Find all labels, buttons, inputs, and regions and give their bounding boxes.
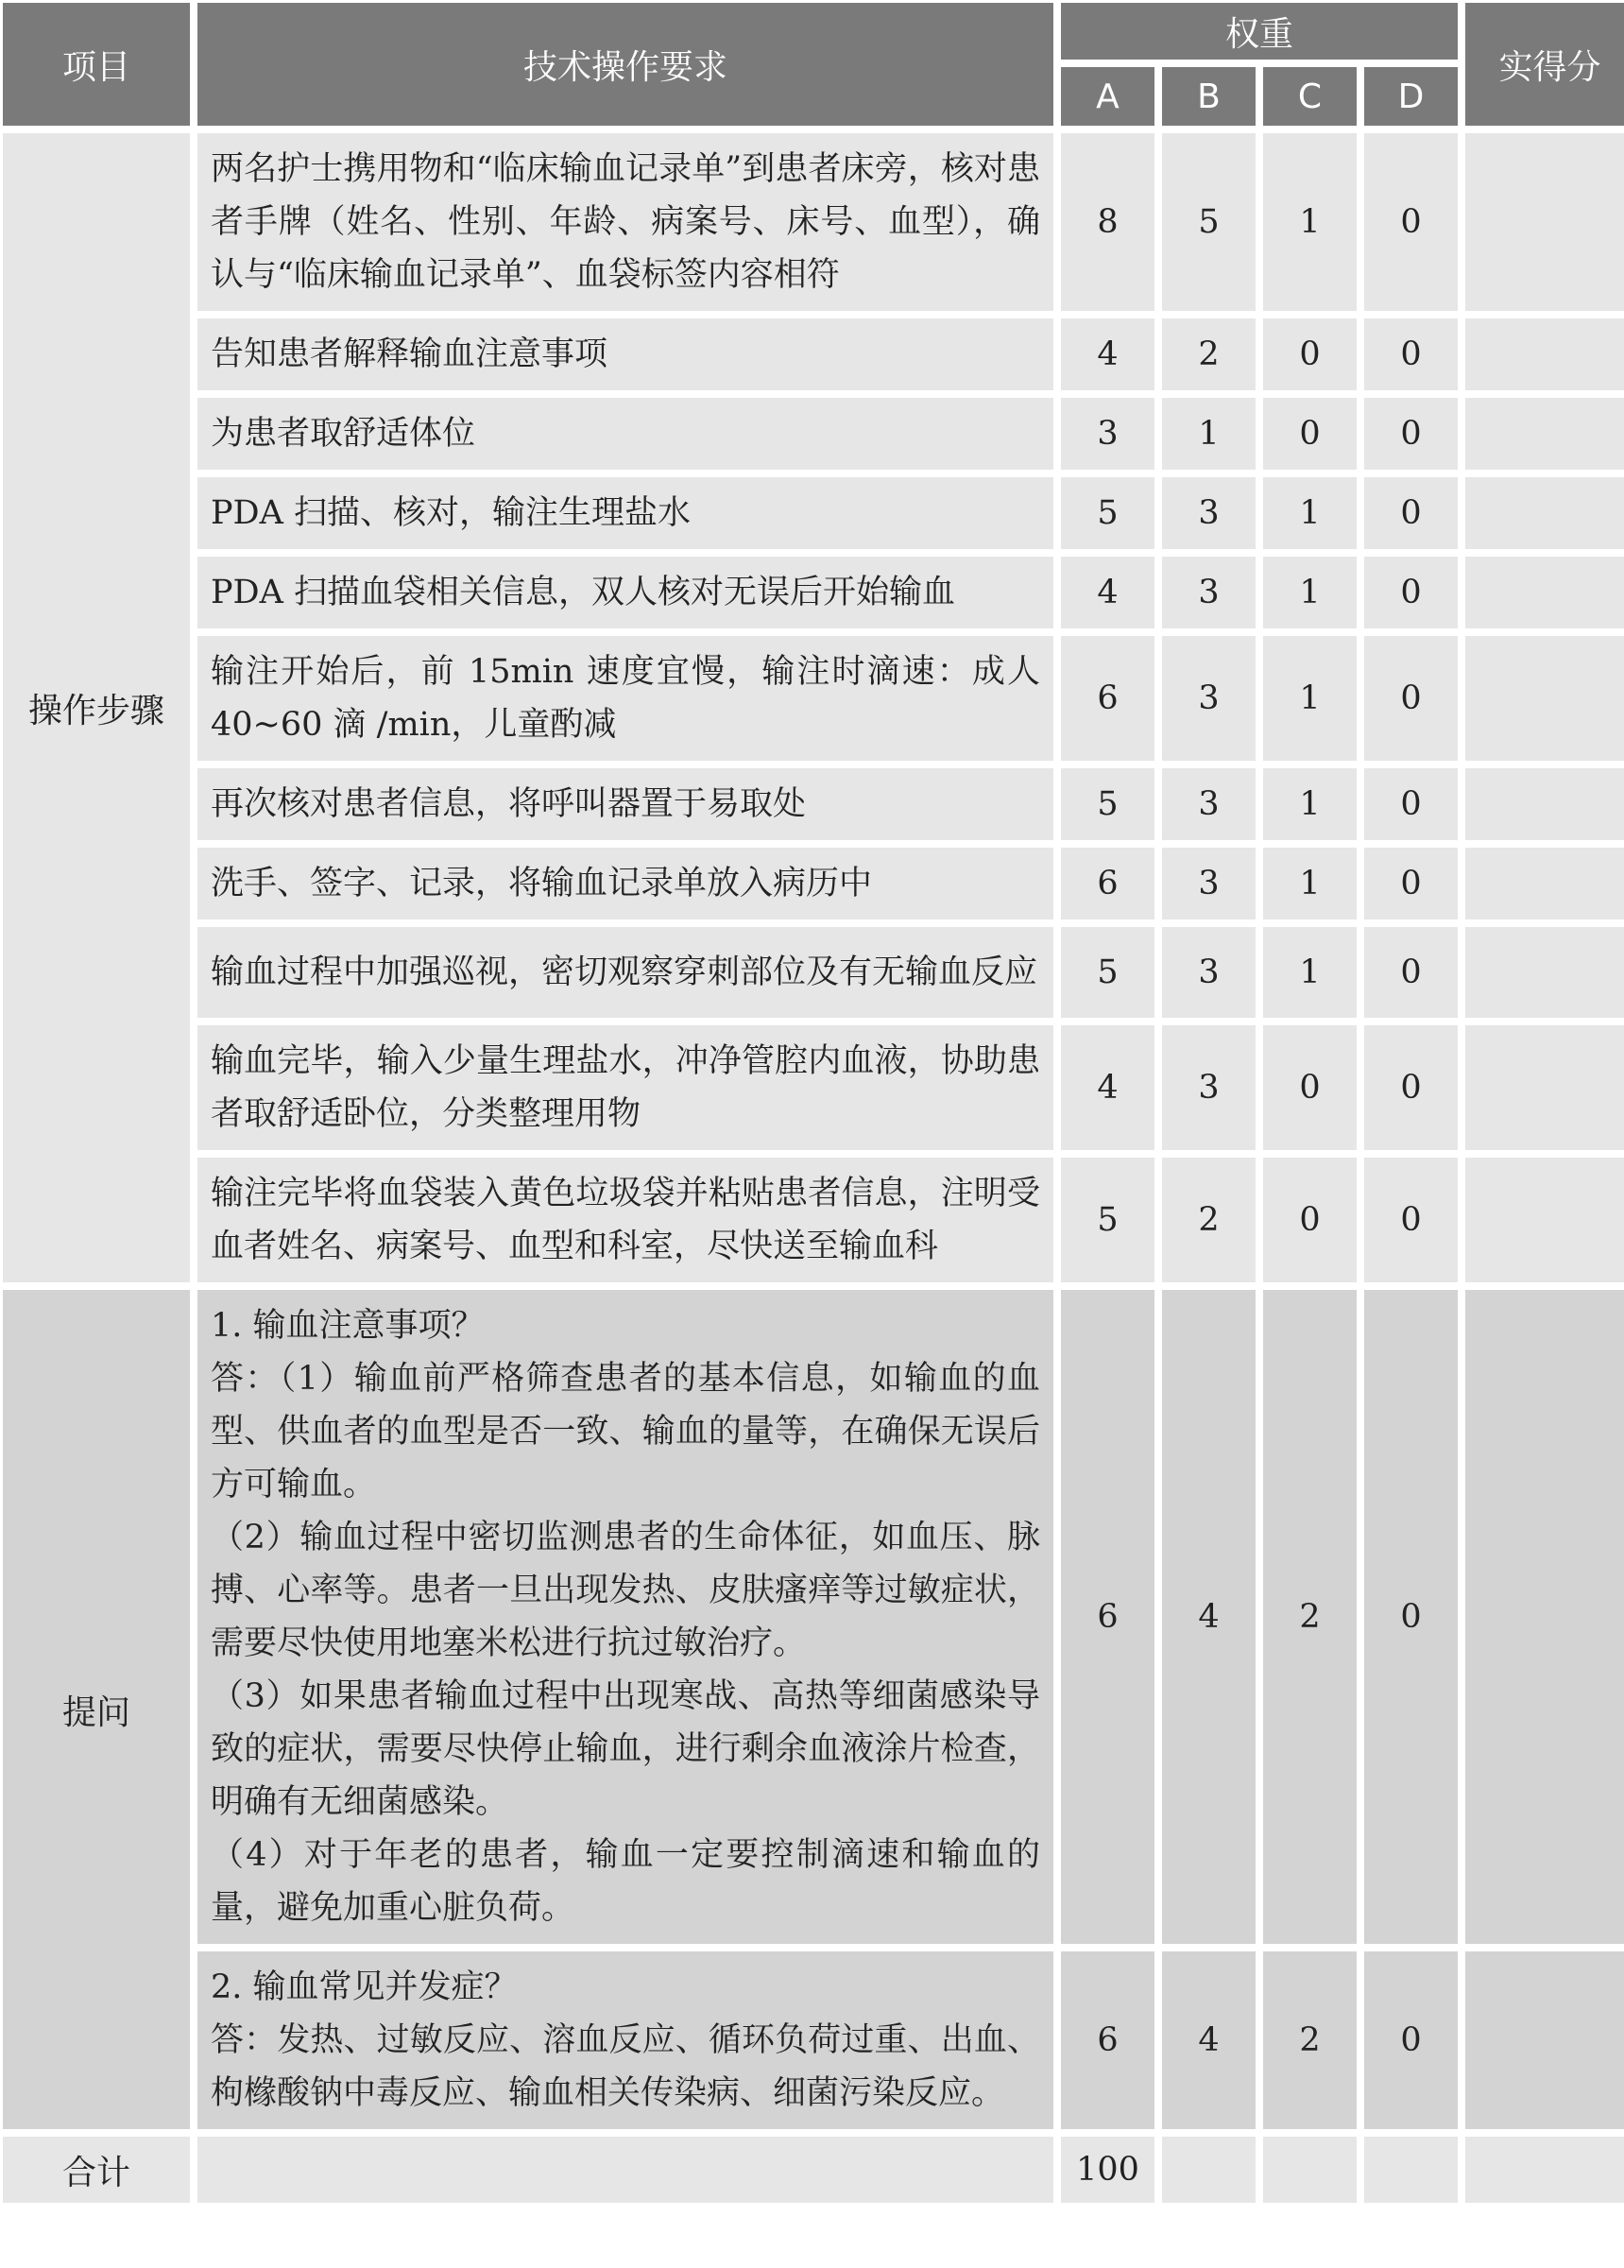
weight-a-cell: 8 (1061, 133, 1154, 311)
table-row (3, 927, 1624, 1018)
weight-d-cell: 0 (1364, 557, 1458, 628)
category-cell: 提问 (3, 1290, 190, 2129)
weight-d-cell: 0 (1364, 1158, 1458, 1282)
score-cell (1465, 557, 1624, 628)
total-score-cell (1465, 2137, 1624, 2203)
weight-b-cell: 3 (1162, 477, 1256, 549)
header-grade-c: C (1263, 67, 1357, 126)
header-requirement: 技术操作要求 (197, 3, 1053, 126)
requirement-cell: 再次核对患者信息，将呼叫器置于易取处 (197, 768, 1053, 840)
requirement-cell: PDA 扫描、核对，输注生理盐水 (197, 477, 1053, 549)
category-cell: 操作步骤 (3, 133, 190, 1282)
score-cell (1465, 1158, 1624, 1282)
table-row (3, 557, 1624, 628)
table-row (3, 1158, 1624, 1282)
weight-d-cell: 0 (1364, 1025, 1458, 1150)
weight-b-cell: 3 (1162, 1025, 1256, 1150)
requirement-cell: 告知患者解释输血注意事项 (197, 318, 1053, 390)
weight-d-cell: 0 (1364, 133, 1458, 311)
requirement-line: （3）如果患者输血过程中出现寒战、高热等细菌感染导致的症状，需要尽快停止输血，进行剩余血液涂片检查，明确有无细菌感染。 (211, 1677, 1040, 1821)
table-row (3, 318, 1624, 390)
requirement-cell: PDA 扫描血袋相关信息，双人核对无误后开始输血 (197, 557, 1053, 628)
requirement-cell: 两名护士携用物和“临床输血记录单”到患者床旁，核对患者手牌（姓名、性别、年龄、病案号、床号、血型），确认与“临床输血记录单”、血袋标签内容相符 (197, 133, 1053, 311)
weight-d-cell: 0 (1364, 927, 1458, 1018)
weight-c-cell: 0 (1263, 1025, 1357, 1150)
requirement-line: 答：发热、过敏反应、溶血反应、循环负荷过重、出血、枸橼酸钠中毒反应、输血相关传染病、细菌污染反应。 (211, 2021, 1040, 2112)
score-cell (1465, 318, 1624, 390)
table-row (3, 1290, 1624, 1944)
table-row (3, 848, 1624, 919)
weight-d-cell: 0 (1364, 768, 1458, 840)
requirement-cell: 输血过程中加强巡视，密切观察穿刺部位及有无输血反应 (197, 927, 1053, 1018)
table-row (3, 1025, 1624, 1150)
table-row (3, 133, 1624, 311)
score-cell (1465, 133, 1624, 311)
table-row (3, 768, 1624, 840)
score-cell (1465, 477, 1624, 549)
weight-b-cell: 1 (1162, 398, 1256, 470)
requirement-line: 2. 输血常见并发症？ (211, 1968, 518, 2006)
weight-c-cell: 2 (1263, 1290, 1357, 1944)
score-cell (1465, 398, 1624, 470)
requirement-cell (197, 1290, 1053, 1944)
header-grade-d: D (1364, 67, 1458, 126)
weight-a-cell: 5 (1061, 477, 1154, 549)
weight-b-cell: 3 (1162, 557, 1256, 628)
weight-c-cell: 0 (1263, 1158, 1357, 1282)
header-grade-b: B (1162, 67, 1256, 126)
weight-d-cell: 0 (1364, 318, 1458, 390)
weight-b-cell: 2 (1162, 1158, 1256, 1282)
table-row (3, 1951, 1624, 2129)
weight-a-cell: 5 (1061, 768, 1154, 840)
total-requirement-cell (197, 2137, 1053, 2203)
weight-c-cell: 1 (1263, 557, 1357, 628)
weight-b-cell: 3 (1162, 636, 1256, 761)
weight-c-cell: 2 (1263, 1951, 1357, 2129)
weight-c-cell: 1 (1263, 133, 1357, 311)
weight-b-cell: 3 (1162, 927, 1256, 1018)
weight-b-cell: 3 (1162, 848, 1256, 919)
weight-d-cell: 0 (1364, 1951, 1458, 2129)
total-value: 100 (1061, 2137, 1154, 2203)
weight-b-cell: 4 (1162, 1951, 1256, 2129)
weight-b-cell: 2 (1162, 318, 1256, 390)
requirement-line: （4）对于年老的患者，输血一定要控制滴速和输血的量，避免加重心脏负荷。 (211, 1836, 1040, 1927)
weight-a-cell: 3 (1061, 398, 1154, 470)
requirement-cell: 输注开始后，前 15min 速度宜慢，输注时滴速：成人 40~60 滴 /min，儿童酌减 (197, 636, 1053, 761)
weight-a-cell: 5 (1061, 927, 1154, 1018)
requirement-line: （2）输血过程中密切监测患者的生命体征，如血压、脉搏、心率等。患者一旦出现发热、皮肤瘙痒等过敏症状，需要尽快使用地塞米松进行抗过敏治疗。 (211, 1519, 1040, 1662)
requirement-cell: 洗手、签字、记录，将输血记录单放入病历中 (197, 848, 1053, 919)
weight-b-cell: 4 (1162, 1290, 1256, 1944)
total-label: 合计 (3, 2137, 190, 2203)
total-blank-c (1263, 2137, 1357, 2203)
score-cell (1465, 1025, 1624, 1150)
total-blank-b (1162, 2137, 1256, 2203)
weight-d-cell: 0 (1364, 398, 1458, 470)
table-row (3, 398, 1624, 470)
weight-c-cell: 1 (1263, 848, 1357, 919)
score-cell (1465, 927, 1624, 1018)
weight-d-cell: 0 (1364, 848, 1458, 919)
weight-a-cell: 4 (1061, 1025, 1154, 1150)
weight-a-cell: 4 (1061, 557, 1154, 628)
header-item: 项目 (3, 3, 190, 126)
requirement-cell: 输注完毕将血袋装入黄色垃圾袋并粘贴患者信息，注明受血者姓名、病案号、血型和科室，尽快送至输血科 (197, 1158, 1053, 1282)
weight-a-cell: 6 (1061, 1290, 1154, 1944)
weight-a-cell: 5 (1061, 1158, 1154, 1282)
score-cell (1465, 768, 1624, 840)
weight-c-cell: 0 (1263, 398, 1357, 470)
table-row (3, 477, 1624, 549)
table-row (3, 636, 1624, 761)
weight-d-cell: 0 (1364, 636, 1458, 761)
weight-c-cell: 1 (1263, 636, 1357, 761)
table-body (3, 133, 1624, 2129)
requirement-line: 1. 输血注意事项？ (211, 1307, 485, 1345)
weight-c-cell: 0 (1263, 318, 1357, 390)
header-score: 实得分 (1465, 3, 1624, 126)
weight-c-cell: 1 (1263, 477, 1357, 549)
requirement-cell: 输血完毕，输入少量生理盐水，冲净管腔内血液，协助患者取舒适卧位，分类整理用物 (197, 1025, 1053, 1150)
score-cell (1465, 636, 1624, 761)
weight-d-cell: 0 (1364, 1290, 1458, 1944)
weight-c-cell: 1 (1263, 927, 1357, 1018)
weight-a-cell: 6 (1061, 1951, 1154, 2129)
weight-a-cell: 4 (1061, 318, 1154, 390)
weight-a-cell: 6 (1061, 848, 1154, 919)
header-grade-a: A (1061, 67, 1154, 126)
requirement-cell: 为患者取舒适体位 (197, 398, 1053, 470)
weight-b-cell: 3 (1162, 768, 1256, 840)
requirement-cell (197, 1951, 1053, 2129)
score-cell (1465, 848, 1624, 919)
total-blank-d (1364, 2137, 1458, 2203)
score-cell (1465, 1951, 1624, 2129)
weight-b-cell: 5 (1162, 133, 1256, 311)
weight-c-cell: 1 (1263, 768, 1357, 840)
requirement-line: 答：（1）输血前严格筛查患者的基本信息，如输血的血型、供血者的血型是否一致、输血的量等，在确保无误后方可输血。 (211, 1360, 1040, 1503)
score-cell (1465, 1290, 1624, 1944)
weight-a-cell: 6 (1061, 636, 1154, 761)
header-weight: 权重 (1061, 3, 1458, 60)
weight-d-cell: 0 (1364, 477, 1458, 549)
